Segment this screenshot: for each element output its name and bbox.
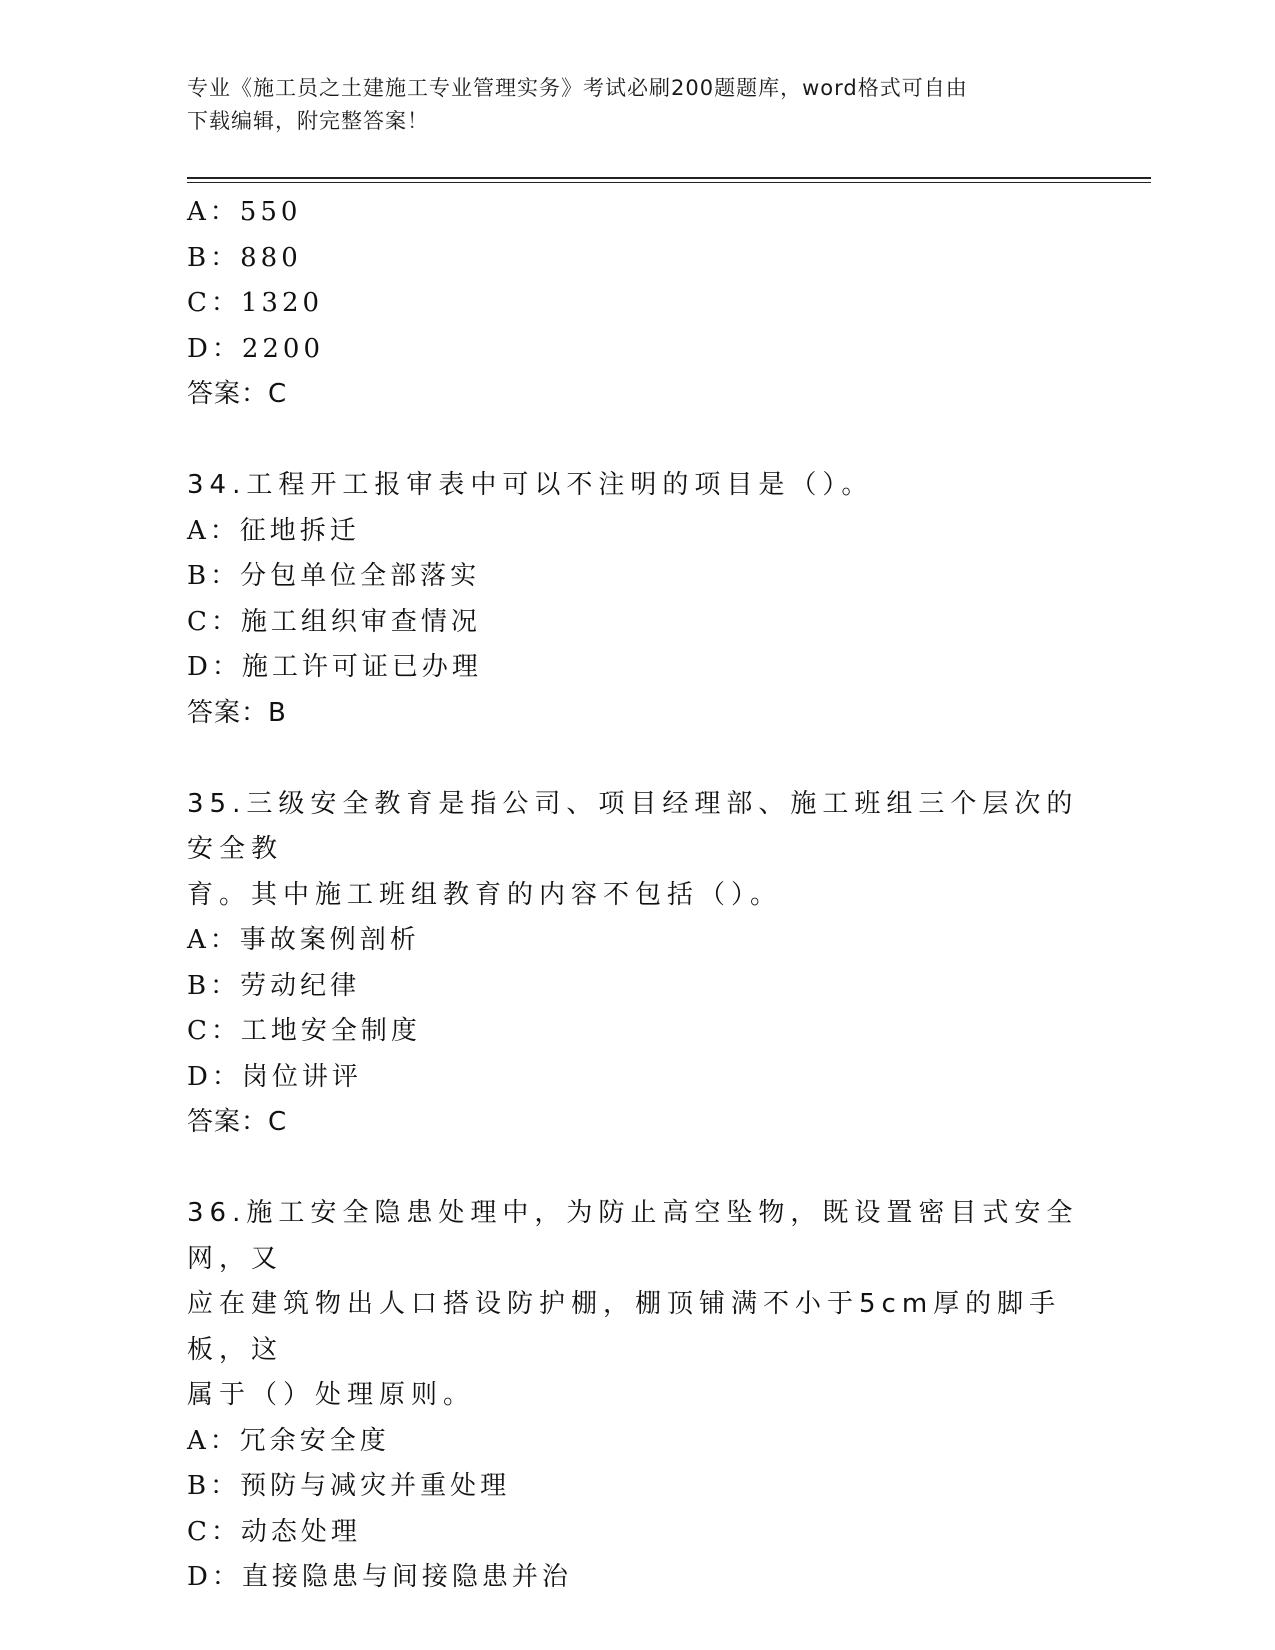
document-header — [187, 72, 1087, 138]
question-34 — [187, 463, 1087, 736]
option-a: A：事故案例剖析 — [187, 925, 420, 955]
question-36 — [187, 1191, 1087, 1601]
option-d: D：直接隐患与间接隐患并治 — [187, 1562, 572, 1592]
question-list — [187, 190, 1087, 1601]
answer: 答案：B — [187, 697, 287, 728]
option-a: A：冗余安全度 — [187, 1425, 390, 1456]
answer: 答案：C — [187, 379, 288, 409]
question-text-line-1: 36.施工安全隐患处理中，为防止高空坠物，既设置密目式安全网，又 — [187, 1198, 1079, 1274]
option-b: B：预防与减灾并重处理 — [187, 1471, 511, 1501]
option-a: A：征地拆迁 — [187, 515, 360, 546]
option-d: D：施工许可证已办理 — [187, 652, 482, 682]
question-35 — [187, 782, 1087, 1146]
question-text-line-2: 应在建筑物出人口搭设防护棚，棚顶铺满不小于5cm厚的脚手板，这 — [187, 1289, 1062, 1365]
option-c: C：1320 — [187, 288, 324, 318]
option-b: B：劳动纪律 — [187, 970, 361, 1001]
question-text-line-3: 属于（）处理原则。 — [187, 1380, 476, 1410]
option-d: D：岗位讲评 — [187, 1061, 362, 1092]
option-c: C：工地安全制度 — [187, 1016, 421, 1046]
question-text: 34.工程开工报审表中可以不注明的项目是（）。 — [187, 470, 874, 500]
header-rule-thin — [187, 182, 1151, 183]
question-text-line-1: 35.三级安全教育是指公司、项目经理部、施工班组三个层次的安全教 — [187, 788, 1079, 864]
header-rule-thick — [187, 177, 1151, 179]
option-a: A：550 — [187, 197, 302, 227]
header-line-2: 下载编辑，附完整答案！ — [187, 109, 429, 133]
question-text-line-2: 育。其中施工班组教育的内容不包括（）。 — [187, 879, 783, 910]
option-b: B：880 — [187, 242, 302, 273]
answer: 答案：C — [187, 1107, 288, 1137]
option-c: C：施工组织审查情况 — [187, 606, 481, 637]
header-line-1: 专业《施工员之土建施工专业管理实务》考试必刷200题题库，word格式可自由 — [187, 76, 968, 100]
option-c: C：动态处理 — [187, 1516, 361, 1547]
option-d: D：2200 — [187, 333, 325, 364]
option-b: B：分包单位全部落实 — [187, 561, 481, 591]
question-33 — [187, 190, 1087, 418]
